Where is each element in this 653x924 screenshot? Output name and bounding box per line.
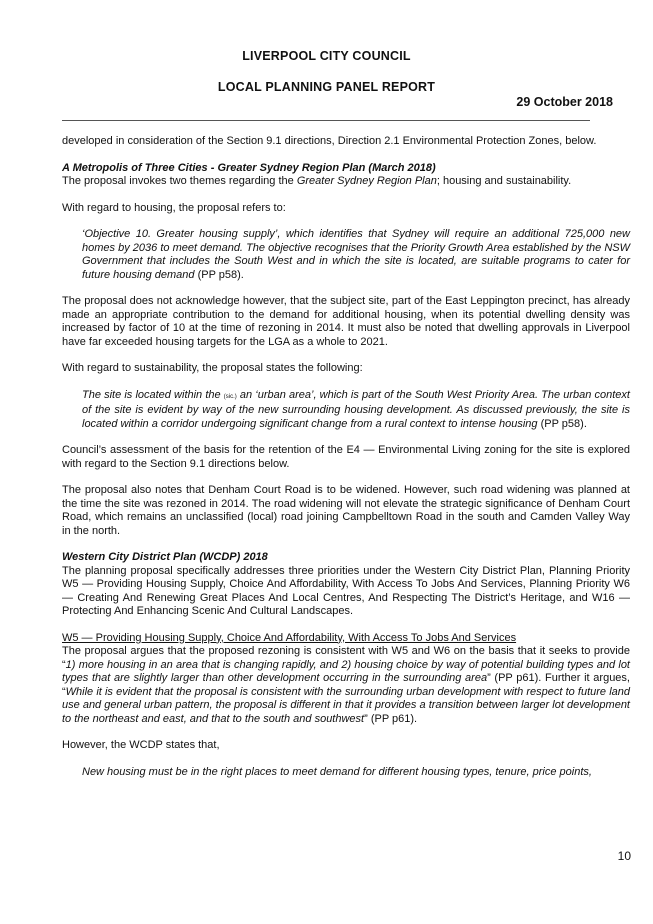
paragraph-metropolis: The proposal invokes two themes regarding the Greater Sydney Region Plan; housing and sustainability.	[62, 175, 572, 187]
paragraph-intro: developed in consideration of the Section 9.1 directions, Direction 2.1 Environmental Protection Zones, below.	[62, 135, 597, 147]
header-divider	[62, 120, 590, 121]
report-body	[62, 135, 630, 792]
paragraph-sustainability: With regard to sustainability, the proposal states the following:	[62, 362, 363, 374]
paragraph-council: Council’s assessment of the basis for the retention of the E4 — Environmental Living zoning for the site is explored with regard to the Section 9.1 directions below.	[62, 444, 630, 470]
heading-metropolis: A Metropolis of Three Cities - Greater Sydney Region Plan (March 2018)	[62, 161, 436, 174]
paragraph-w5: The proposal argues that the proposed rezoning is consistent with W5 and W6 on the basis that it seeks to provide “1) more housing in an area that is changing rapidly, and 2) housing choice by way of potential building types and lot types that are slightly larger than other development occurring in the surrounding area” (PP p61). Further it argues, “While it is evident that the proposal is consistent with the surrounding urban development with respect to future land use and general urban pattern, the proposal is different in that it provides a transition between larger lot development to the northeast and east, and that to the south and southwest” (PP p61).	[62, 645, 630, 725]
quote-sustainability: The site is located within the (sic.) an ‘urban area’, which is part of the South West Priority Area. The urban context of the site is evident by way of the new surrounding housing development. As discussed previously, the site is located within a corridor undergoing significant change from a rural context to intense housing (PP p58).	[82, 388, 630, 430]
paragraph-housing: With regard to housing, the proposal refers to:	[62, 201, 286, 214]
paragraph-acknowledge: The proposal does not acknowledge however, that the subject site, part of the East Leppington precinct, has already made an appropriate contribution to the demand for additional housing, when its potential dwelling density was increased by factor of 10 at the time of rezoning in 2014. It must also be noted that dwelling approvals in Liverpool have far exceeded housing targets for the LGA as a whole to 2021.	[62, 295, 630, 348]
paragraph-however: However, the WCDP states that,	[62, 739, 220, 751]
quote-final: New housing must be in the right places to meet demand for different housing types, tenure, price points,	[82, 765, 592, 778]
paragraph-road: The proposal also notes that Denham Court Road is to be widened. However, such road widening was planned at the time the site was rezoned in 2014. The road widening will not elevate the strategic significance of Denham Court Road, which remains an unclassified (local) road joining Campbelltown Road in the south and Camden Valley Way in the north.	[62, 484, 630, 537]
council-name: LIVERPOOL CITY COUNCIL	[242, 49, 411, 63]
heading-w5: W5 — Providing Housing Supply, Choice And Affordability, With Access To Jobs And Services	[62, 631, 517, 644]
report-date: 29 October 2018	[516, 95, 613, 109]
report-title: LOCAL PLANNING PANEL REPORT	[217, 80, 436, 94]
page-number: 10	[617, 849, 631, 863]
heading-wcdp: Western City District Plan (WCDP) 2018	[62, 551, 268, 563]
paragraph-wcdp: The planning proposal specifically addresses three priorities under the Western City District Plan, Planning Priority W5 — Providing Housing Supply, Choice And Affordability, With Access To Jobs And Services, Planning Priority W6 — Creating And Renewing Great Places And Local Centres, And Respecting The District’s Heritage, and W16 — Protecting And Enhancing Scenic And Cultural Landscapes.	[62, 564, 630, 617]
quote-housing: ‘Objective 10. Greater housing supply’, which identifies that Sydney will require an additional 725,000 new homes by 2036 to meet demand. The objective recognises that the Priority Growth Area established by the NSW Government that includes the South West and in which the site is located, are suitable programs to cater for future housing demand (PP p58).	[82, 228, 630, 281]
